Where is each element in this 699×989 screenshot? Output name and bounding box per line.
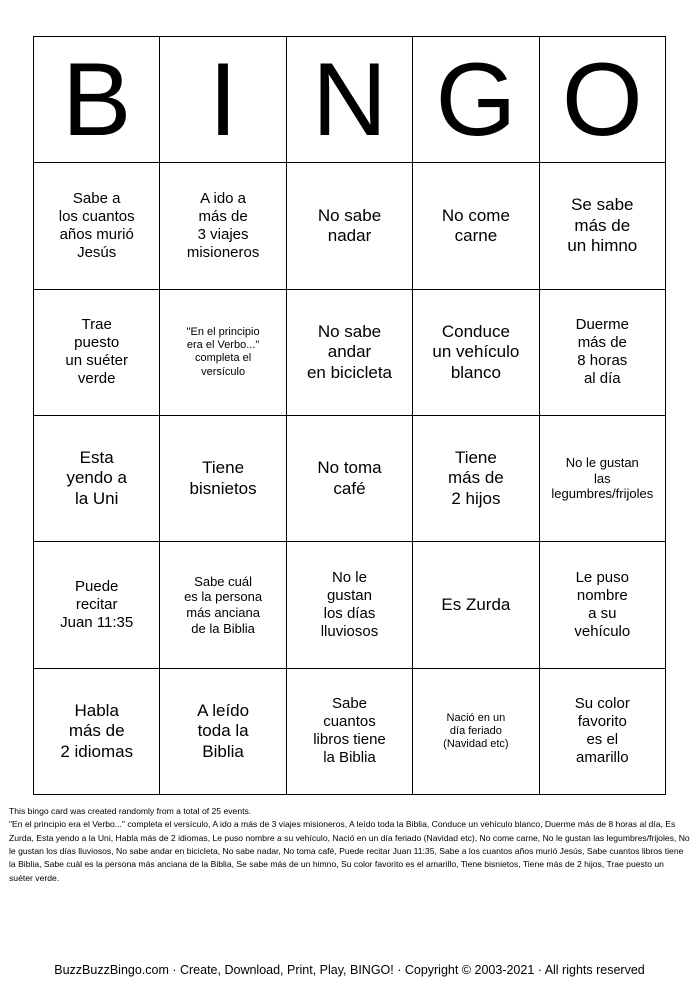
bingo-cell: Tiene bisnietos — [160, 416, 286, 542]
bingo-cell: A ido a más de 3 viajes misioneros — [160, 163, 286, 289]
bingo-cell: No toma café — [287, 416, 413, 542]
bingo-cell: Sabe cuál es la persona más anciana de la Biblia — [160, 542, 286, 668]
header-letter-n: N — [287, 37, 413, 163]
bingo-cell: Le puso nombre a su vehículo — [540, 542, 666, 668]
bingo-cell: Conduce un vehículo blanco — [413, 290, 539, 416]
bingo-cell: No sabe andar en bicicleta — [287, 290, 413, 416]
bingo-cell: No come carne — [413, 163, 539, 289]
bingo-cell: Nació en un día feriado (Navidad etc) — [413, 669, 539, 795]
bingo-cell: No le gustan las legumbres/frijoles — [540, 416, 666, 542]
header-letter-o: O — [540, 37, 666, 163]
bingo-cell: Habla más de 2 idiomas — [34, 669, 160, 795]
bingo-cell: Sabe a los cuantos años murió Jesús — [34, 163, 160, 289]
bingo-cell: Se sabe más de un himno — [540, 163, 666, 289]
bingo-cell: Duerme más de 8 horas al día — [540, 290, 666, 416]
bingo-card — [33, 36, 666, 795]
bingo-cell: Su color favorito es el amarillo — [540, 669, 666, 795]
bingo-cell: "En el principio era el Verbo..." completa el versículo — [160, 290, 286, 416]
footer-copyright: BuzzBuzzBingo.com · Create, Download, Print, Play, BINGO! · Copyright © 2003-2021 · All rights reserved — [54, 963, 645, 977]
bingo-cell: Esta yendo a la Uni — [34, 416, 160, 542]
bingo-cell: Puede recitar Juan 11:35 — [34, 542, 160, 668]
info-summary: This bingo card was created randomly from a total of 25 events. — [9, 806, 252, 816]
header-letter-b: B — [34, 37, 160, 163]
bingo-cell: Tiene más de 2 hijos — [413, 416, 539, 542]
header-letter-i: I — [160, 37, 286, 163]
bingo-cell: Trae puesto un suéter verde — [34, 290, 160, 416]
header-letter-g: G — [413, 37, 539, 163]
bingo-cell: No sabe nadar — [287, 163, 413, 289]
bingo-cell: Es Zurda — [413, 542, 539, 668]
info-event-list: "En el principio era el Verbo..." completa el versículo, A ido a más de 3 viajes misioneros, A leído toda la Biblia, Conduce un vehículo blanco, Duerme más de 8 horas al día, Es Zurda, Esta yendo a la Uni, Habla más de 2 idiomas, Le puso nombre a su vehículo, Nació en un día feriado (Navidad etc), No come carne, No le gustan las legumbres/frijoles, No le gustan los días lluviosos, No sabe andar en bicicleta, No sabe nadar, No toma café, Puede recitar Juan 11:35, Sabe a los cuantos años murió Jesús, Sabe cuantos libros tiene la Biblia, Sabe cuál es la persona más anciana de la Biblia, Se sabe más de un himno, Su color favorito es el amarillo, Tiene bisnietos, Tiene más de 2 hijos, Trae puesto un suéter verde. — [9, 819, 690, 883]
card-info — [9, 805, 690, 885]
bingo-cell: A leído toda la Biblia — [160, 669, 286, 795]
bingo-cell: No le gustan los días lluviosos — [287, 542, 413, 668]
bingo-cell: Sabe cuantos libros tiene la Biblia — [287, 669, 413, 795]
